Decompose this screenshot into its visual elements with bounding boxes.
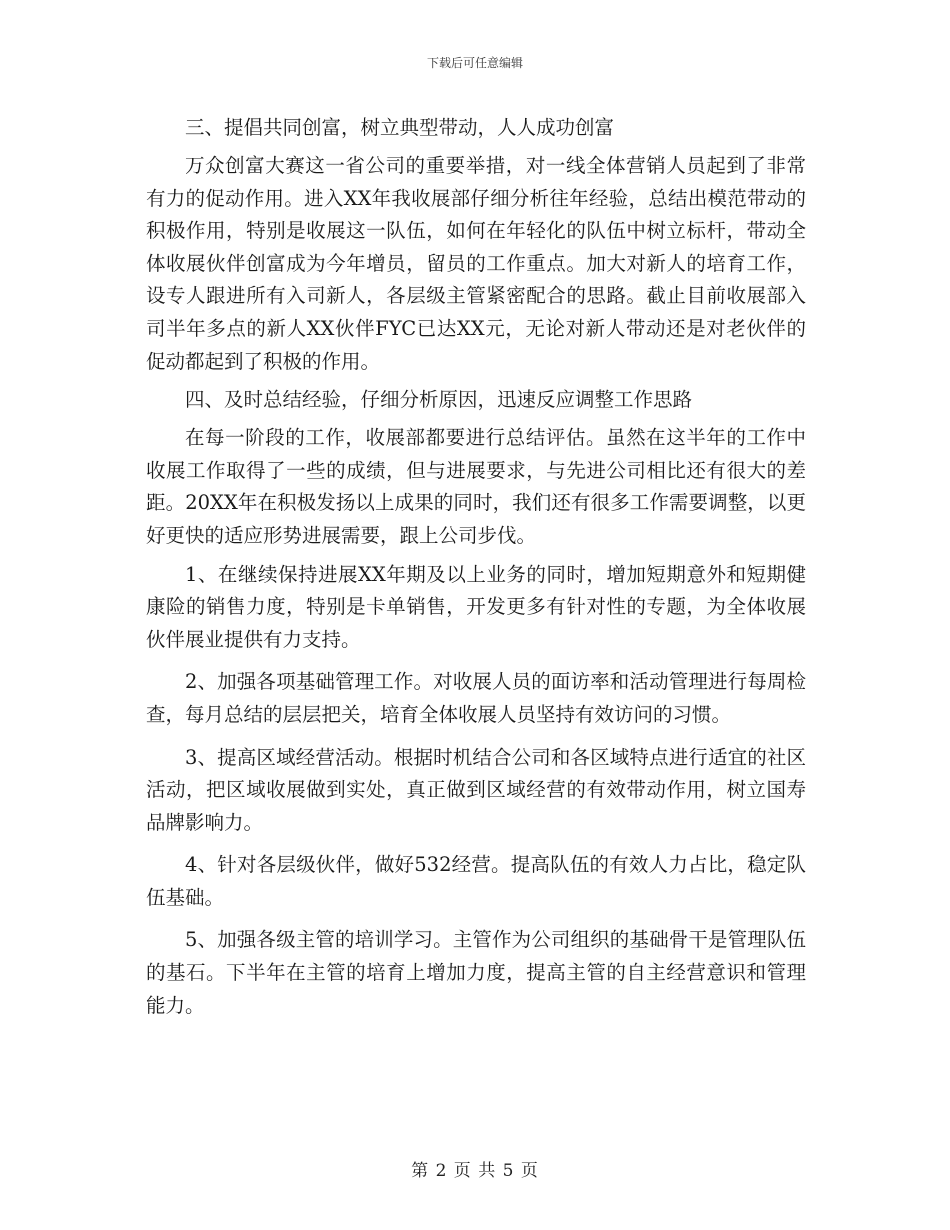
list-item-5: 5、加强各级主管的培训学习。主管作为公司组织的基础骨干是管理队伍的基石。下半年在主管的培育上增加力度，提高主管的自主经营意识和管理能力。 — [146, 928, 806, 1017]
section-3-title: 三、提倡共同创富，树立典型带动，人人成功创富 — [185, 116, 615, 139]
section-3-body: 万众创富大赛这一省公司的重要举措，对一线全体营销人员起到了非常有力的促动作用。进入XX年我收展部仔细分析往年经验，总结出模范带动的积极作用，特别是收展这一队伍，如何在年轻化的队伍中树立标杆，带动全体收展伙伴创富成为今年增员，留员的工作重点。加大对新人的培育工作，设专人跟进所有入司新人，各层级主管紧密配合的思路。截止目前收展部入司半年多点的新人XX伙伴FYC已达XX元，无论对新人带动还是对老伙伴的促动都起到了积极的作用。 — [146, 154, 806, 373]
page-number: 第 2 页 共 5 页 — [411, 1161, 539, 1181]
section-4-body: 在每一阶段的工作，收展部都要进行总结评估。虽然在这半年的工作中收展工作取得了一些的成绩，但与进展要求，与先进公司相比还有很大的差距。20XX年在积极发扬以上成果的同时，我们还有很多工作需要调整，以更好更快的适应形势进展需要，跟上公司步伐。 — [146, 426, 806, 547]
list-item-4: 4、针对各层级伙伴，做好532经营。提高队伍的有效人力占比，稳定队伍基础。 — [146, 853, 806, 909]
page-header-note: 下载后可任意编辑 — [426, 56, 523, 70]
document-body — [146, 112, 806, 1032]
section-4-title: 四、及时总结经验，仔细分析原因，迅速反应调整工作思路 — [185, 388, 693, 412]
list-item-3: 3、提高区域经营活动。根据时机结合公司和各区域特点进行适宜的社区活动，把区域收展做到实处，真正做到区域经营的有效带动作用，树立国寿品牌影响力。 — [146, 745, 806, 834]
list-item-1: 1、在继续保持进展XX年期及以上业务的同时，增加短期意外和短期健康险的销售力度，特别是卡单销售，开发更多有针对性的专题，为全体收展伙伴展业提供有力支持。 — [146, 562, 806, 651]
list-item-2: 2、加强各项基础管理工作。对收展人员的面访率和活动管理进行每周检查，每月总结的层层把关，培育全体收展人员坚持有效访问的习惯。 — [146, 670, 806, 726]
